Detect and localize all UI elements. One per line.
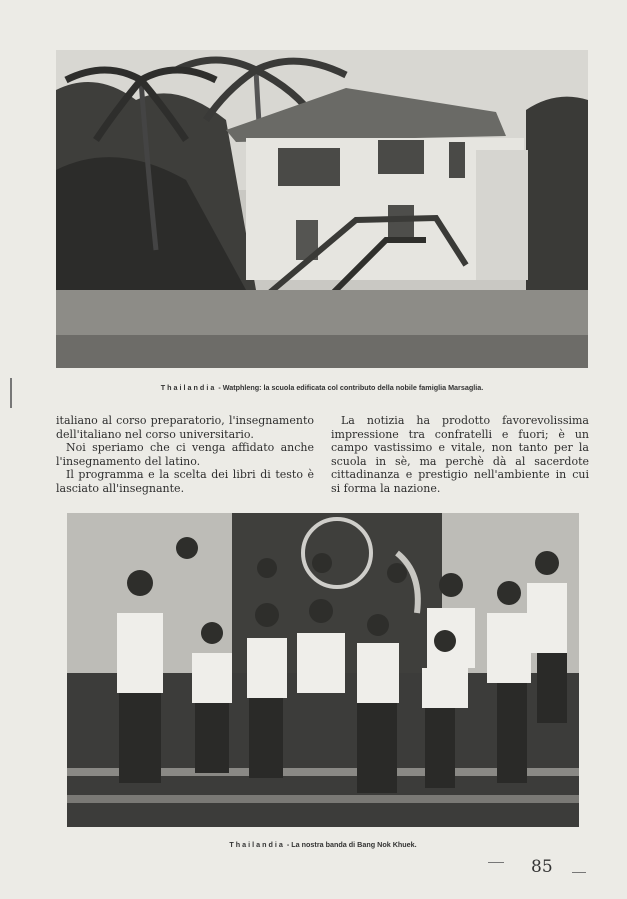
margin-mark [10,378,12,408]
photo-school-building [56,50,588,368]
caption-separator: - [218,383,223,392]
page-number: 85 [531,857,553,877]
caption-text: La nostra banda di Bang Nok Khuek. [291,840,417,849]
photo-band-group [67,513,579,827]
caption-label: Thailandia [160,383,217,392]
paragraph: La notizia ha prodotto favorevolissima impressione tra confratelli e fuori; è un campo vastissimo e vitale, non tanto per la scuola in sè, ma perchè dà al sacerdote cittadinanza e prestigio nell'ambiente in cui si forma la nazione. [331,414,589,495]
paragraph: italiano al corso preparatorio, l'insegnamento dell'italiano nel corso universitario. [56,414,314,441]
page-mark [572,872,586,873]
caption-label: Thailandia [229,840,285,849]
caption-figure-1 [56,383,588,392]
paragraph: Il programma e la scelta dei libri di testo è lasciato all'insegnante. [56,468,314,495]
page-mark [488,862,504,863]
caption-separator: - [286,840,292,849]
text-column-left [56,414,314,496]
caption-text: Watphleng: la scuola edificata col contributo della nobile famiglia Marsaglia. [222,383,484,392]
text-column-right [331,414,589,496]
caption-figure-2 [67,840,579,849]
paragraph: Noi speriamo che ci venga affidato anche l'insegnamento del latino. [56,441,314,468]
